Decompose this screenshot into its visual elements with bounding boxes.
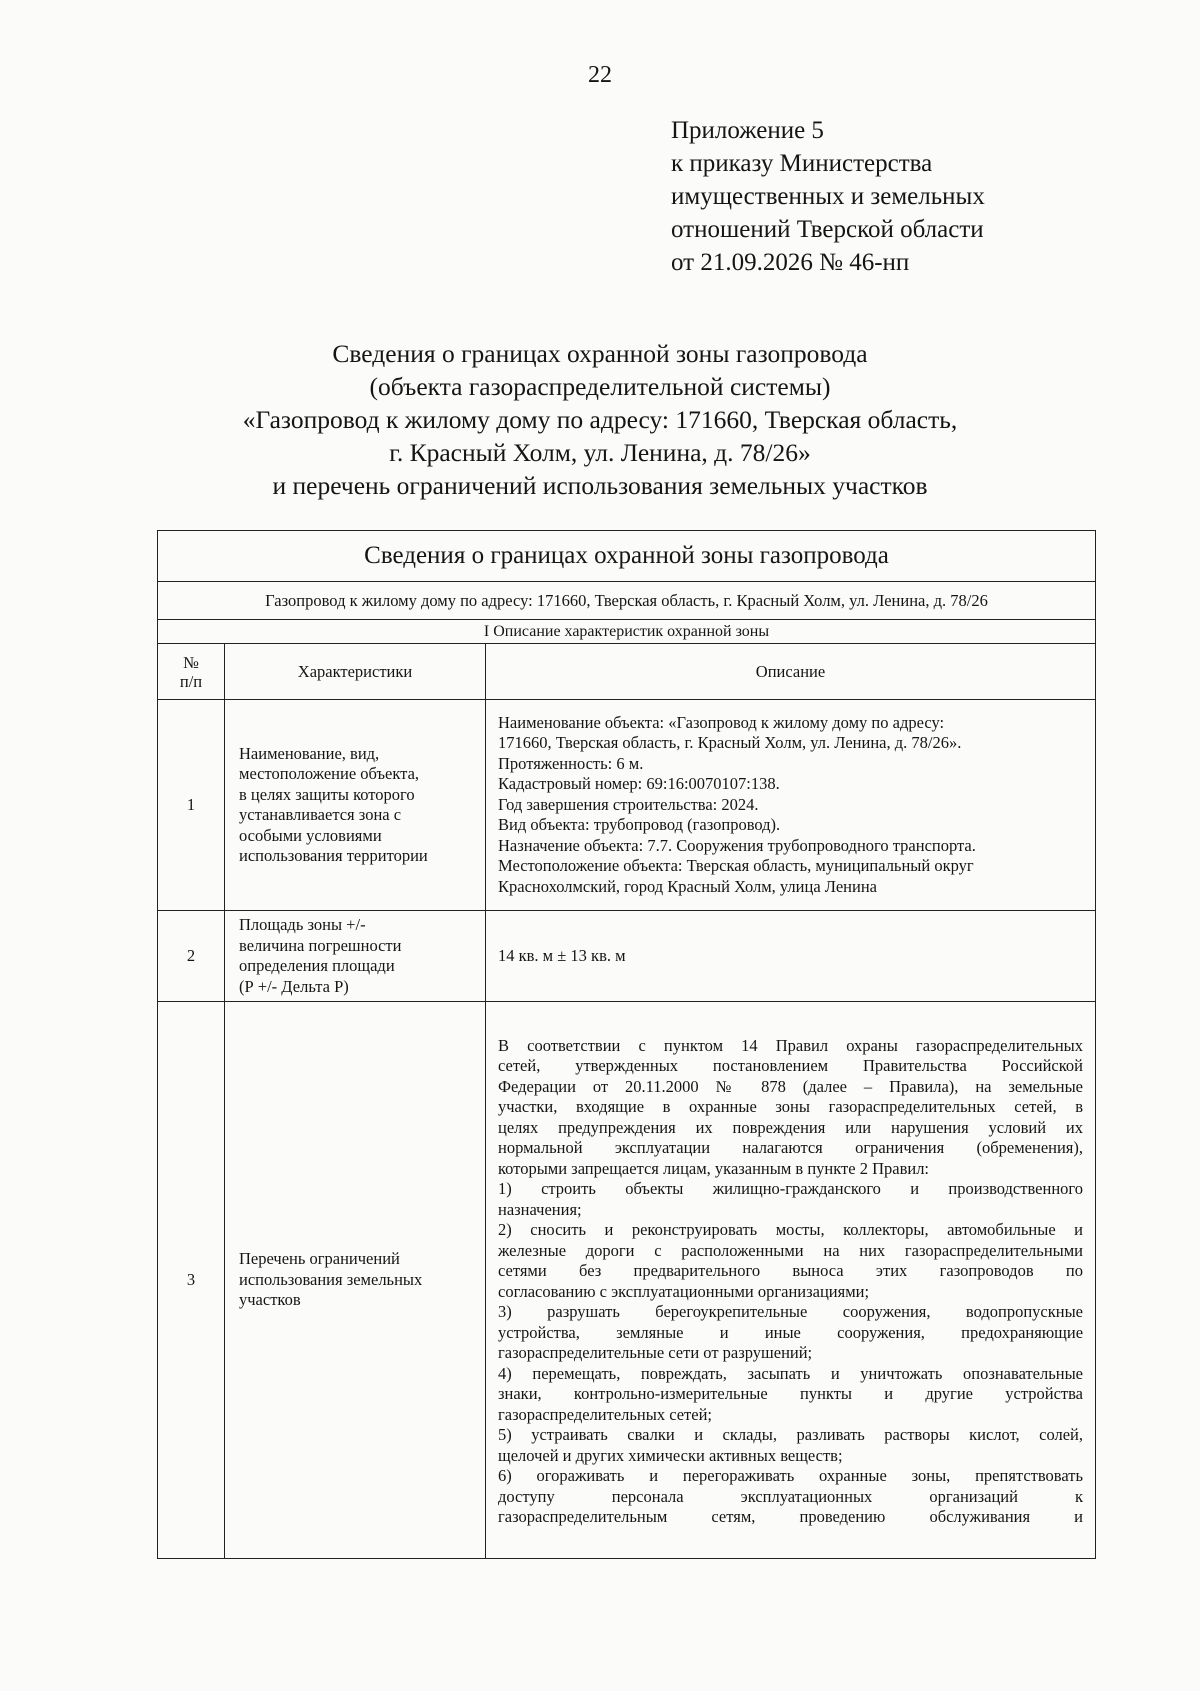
page-number: 22: [588, 62, 612, 88]
title-line: и перечень ограничений использования земельных участков: [272, 471, 928, 500]
text-line: (Р +/- Дельта Р): [239, 976, 349, 996]
row-characteristic: [225, 700, 486, 911]
text-line: нормальной эксплуатации налагаются ограничения (обременения),: [498, 1138, 1084, 1157]
header-characteristics: Характеристики: [225, 644, 486, 700]
text-line: определения площади: [239, 956, 395, 975]
zone-info-table: [157, 530, 1096, 1559]
title-line: Сведения о границах охранной зоны газопровода: [332, 339, 868, 368]
header-num: [158, 644, 225, 700]
document-title: [100, 337, 1100, 502]
text-line: сетями без предварительного выноса этих газопроводов по: [498, 1261, 1084, 1280]
row-number: 3: [158, 1002, 225, 1559]
appendix-line: Приложение 5: [671, 117, 824, 144]
text-line: Площадь зоны +/-: [239, 915, 366, 934]
text-line: 2) сносить и реконструировать мосты, коллекторы, автомобильные и: [498, 1220, 1084, 1239]
text-line: Перечень ограничений: [239, 1249, 400, 1269]
text-line: доступу персонала эксплуатационных организаций к: [498, 1486, 1084, 1506]
text-line: устанавливается зона с: [239, 805, 402, 824]
text-line: 4) перемещать, повреждать, засыпать и уничтожать опознавательные: [498, 1363, 1084, 1383]
header-description: Описание: [486, 644, 1096, 700]
title-line: г. Красный Холм, ул. Ленина, д. 78/26»: [389, 438, 811, 467]
text-line: 3) разрушать берегоукрепительные сооружения, водопропускные: [498, 1302, 1084, 1321]
appendix-line: имущественных и земельных: [671, 183, 985, 210]
text-line: газораспределительных сетей;: [498, 1404, 713, 1424]
text-line: 5) устраивать свалки и склады, разливать растворы кислот, солей,: [498, 1425, 1084, 1444]
text-line: 1) строить объекты жилищно-гражданского и производственного: [498, 1179, 1084, 1198]
text-line: Протяженность: 6 м.: [498, 753, 644, 773]
appendix-line: к приказу Министерства: [671, 150, 933, 177]
text-line: участков: [239, 1290, 301, 1310]
row-description: [486, 700, 1096, 911]
row-description: [486, 1002, 1096, 1559]
title-line: (объекта газораспределительной системы): [369, 372, 831, 401]
text-line: Краснохолмский, город Красный Холм, улица Ленина: [498, 876, 877, 896]
text-line: щелочей и других химически активных веществ;: [498, 1445, 843, 1465]
text-line: в целях защиты которого: [239, 784, 415, 804]
text-line: использования земельных: [239, 1269, 423, 1289]
text-line: Наименование объекта: «Газопровод к жилому дому по адресу:: [498, 712, 945, 732]
text-line: назначения;: [498, 1199, 582, 1219]
text-line: Федерации от 20.11.2000 № 878 (далее – Правила), на земельные: [498, 1076, 1084, 1096]
text-line: целях предупреждения их повреждения или нарушения условий их: [498, 1117, 1084, 1137]
text-line: Наименование, вид,: [239, 743, 380, 763]
text-line: Кадастровый номер: 69:16:0070107:138.: [498, 774, 780, 794]
text-line: устройства, земляные и иные сооружения, предохраняющие: [498, 1322, 1084, 1342]
table-main-title: Сведения о границах охранной зоны газопровода: [158, 531, 1096, 582]
text-line: Местоположение объекта: Тверская область, муниципальный округ: [498, 856, 974, 876]
header-num-line: №: [183, 652, 199, 672]
row-number: 2: [158, 911, 225, 1002]
text-line: В соответствии с пунктом 14 Правил охраны газораспределительных: [498, 1035, 1084, 1055]
text-line: 171660, Тверская область, г. Красный Холм, ул. Ленина, д. 78/26».: [498, 733, 962, 753]
row-characteristic: [225, 911, 486, 1002]
row-number: 1: [158, 700, 225, 911]
text-line: газораспределительным сетям, проведению обслуживания и: [498, 1507, 1084, 1526]
text-line: 14 кв. м ± 13 кв. м: [498, 945, 626, 965]
table-row: [158, 1002, 1096, 1559]
title-line: «Газопровод к жилому дому по адресу: 171660, Тверская область,: [242, 405, 958, 434]
appendix-line: от 21.09.2026 № 46-нп: [671, 249, 910, 276]
table-row: [158, 911, 1096, 1002]
appendix-line: отношений Тверской области: [671, 216, 984, 243]
text-line: местоположение объекта,: [239, 764, 420, 783]
row-characteristic: [225, 1002, 486, 1559]
text-line: особыми условиями: [239, 825, 382, 845]
text-line: согласованию с эксплуатационными организациями;: [498, 1281, 870, 1301]
text-line: которыми запрещается лицам, указанным в пункте 2 Правил:: [498, 1158, 930, 1178]
text-line: величина погрешности: [239, 935, 402, 955]
text-line: Назначение объекта: 7.7. Сооружения трубопроводного транспорта.: [498, 835, 976, 855]
text-line: газораспределительные сети от разрушений;: [498, 1343, 813, 1362]
text-line: 6) огораживать и перегораживать охранные зоны, препятствовать: [498, 1466, 1084, 1485]
appendix-block: [671, 114, 985, 279]
header-num-line: п/п: [179, 671, 203, 691]
text-line: Вид объекта: трубопровод (газопровод).: [498, 815, 781, 835]
text-line: железные дороги с расположенными на них газораспределительными: [498, 1240, 1084, 1260]
text-line: Год завершения строительства: 2024.: [498, 794, 759, 814]
table-row: [158, 700, 1096, 911]
text-line: участки, входящие в охранные зоны газораспределительных сетей, в: [498, 1097, 1084, 1116]
text-line: использования территории: [239, 846, 428, 865]
text-line: сетей, утвержденных постановлением Правительства Российской: [498, 1056, 1084, 1075]
table-section-title: I Описание характеристик охранной зоны: [158, 620, 1096, 644]
text-line: знаки, контрольно-измерительные пункты и другие устройства: [498, 1384, 1084, 1403]
table-object-line: Газопровод к жилому дому по адресу: 171660, Тверская область, г. Красный Холм, ул. Ленина, д. 78/26: [158, 582, 1096, 620]
table-header-row: [158, 644, 1096, 700]
row-description: [486, 911, 1096, 1002]
